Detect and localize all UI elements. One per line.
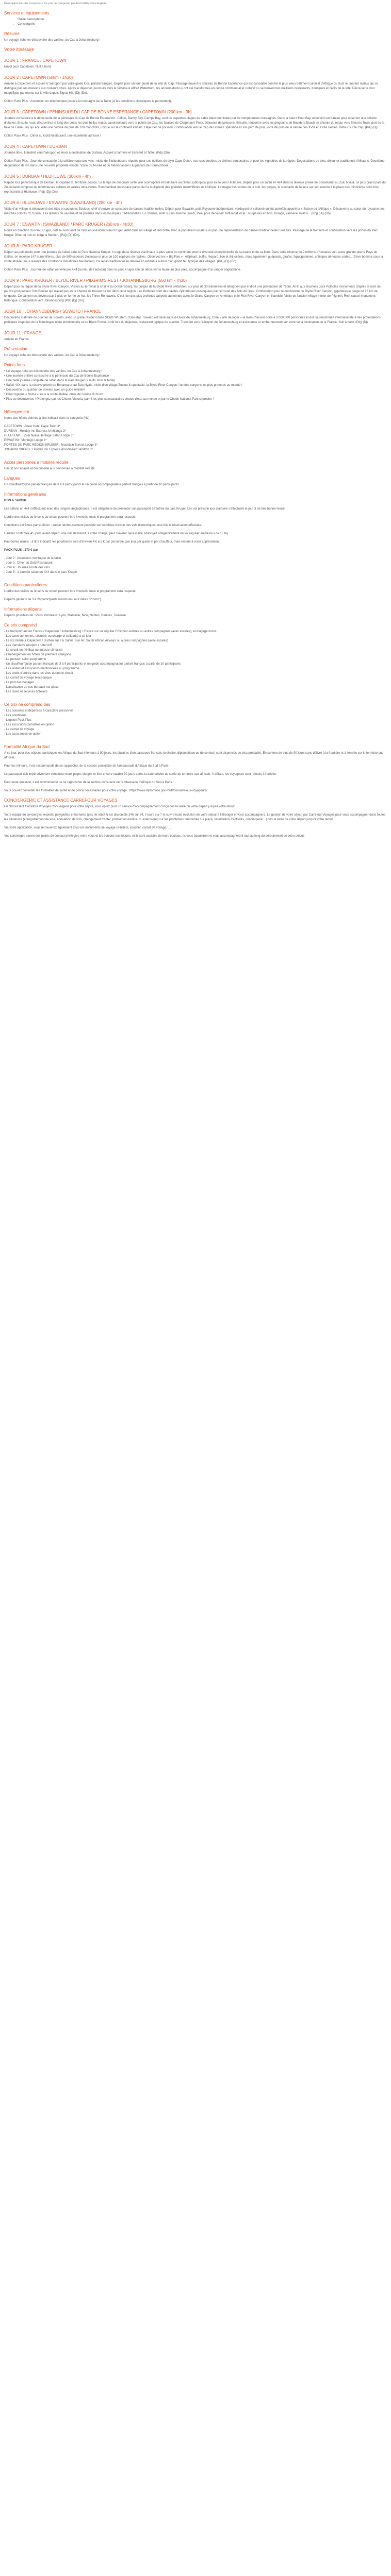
languages-text: Un chauffeur/guide parlant français de 3 à 9 participants et un guide accompagnateur parlant français à partir de 10 participants. [4,483,180,486]
day-paragraph: Option Pack Plus : Journée consacrée à la célèbre route des vins : visite de Stellenbosch, réputée pour ses édifices de style Cape Dutch, ses rues bordées de chênes centenaires et pour les vignobles de la région. Dégustations de vins, déjeuner traditionnel Afrikaans. Deuxième dégustation de vin dans une nouvelle propriété viticole. Visite du Musée et du Mémorial des Huguenots de Franschhoek. [4,160,385,167]
day-paragraph: Envol pour Capetown. Nuit à bord. [4,65,52,69]
day-paragraph: Journée consacrée à la découverte de la péninsule du Cap de Bonne Espérance : Clifton, Bantry Bay, Camps Bay, sont du superbes plages de sable blanc dominées par de somptueuses montagnes. Dans la baie d'Hout Bay, excursion en bateau pour observer une colonie d'otaries. Ensuite, vous découvrirez le long des côtes les plus belles routes panoramiques vers la pointe du Cap, les falaises de Chapman's Peak. Déjeuner de poissons. Ensuite, rencontre avec les pingouins de Boulders Beach en chemin du retour vers Simon's Town, port de la baie de False Bay qui accueille une colonie de plus de 700 manchots, unique sur le continent africain. Déjeuner de poisson. Continuation vers le Cap de Bonne Espérance et son parc de plus, vivre de près de la nature des XVIe et XVIIe siècles. Retour sur le Cap. (Pdj) (Dj). [4,117,385,129]
accommodation-intro: Noms des hôtels donnés à titre indicatif dans la catégorie (NL) [4,417,90,420]
conditions-title: Conditions particulières [4,583,47,587]
hotel-item: JOHANNESBURG : Holiday Inn Express Woodmead Sandton 3* [4,448,93,451]
day-paragraph: Visite d'un village et découverte des rites et coutumes Zoulous, chef-d'oeuvre un spectacle de danses traditionnelles. Départ pour Eswatini, petit Royaume indépendant, verdoyant et vallonné qui fut autrefois appelé la « Suisse de l'Afrique ». Découverte au cœur du royaume des marchés colorés d'Ezulwini. Les ateliers de verrerie et de poteries dans les boutiques traditionnelles. En chemin, arrêt sur un marché Swazi, idéal pour découvrir l'artisanat local : sculptures en bois, tissage, vannerie swazis... (Pdj) (Dj) (Dn). [4,208,385,215]
hotel-item: ESWATINI : Montego Lodge 3* [4,439,47,442]
highlight-item: • Une belle journée complète de safari dans le Parc Kruger (2 nuits sous la tente) [4,379,116,382]
pack-plus-title: PACK PLUS : 270 € par [4,549,38,552]
include-item: - Les droits d'entrée dans les sites durant le circuit [4,672,73,675]
condition-paragraph: Départs garantis de 3 à 28 participants maximum (sauf dates "Promo"). [4,598,102,601]
include-item: - Un chauffeur/guide parlant français de 3 à 9 participants et un guide accompagnateur parlant français à partir de 10 participants [4,663,181,666]
day-title: JOUR 3 : CAPETOWN / PÉNINSULE DU CAP DE BONNE ESPÉRANCE / CAPETOWN (200 km - 3h) [4,110,192,114]
hotel-item: CAPETOWN : Anew Hotel Cape Town 3* [4,425,60,428]
concierge-paragraph: Vos concierges seront des points de contact privilégiés entre vous et les équipes techniques, et ils sont assistés de leurs équipes. Ils vous épauleront et vous accompagneront tout au long du déroulement de votre séjour. [4,835,305,838]
section-tabs[interactable]: Description Ce prix comprend / Ce prix ne comprend pas Formalités Conciergerie [4,2,107,5]
formality-paragraph: Pour toute question, il est recommandé de se rapprocher de la section consulaire de l'ambassade d'Afrique du Sud à Paris. [4,781,173,784]
concierge-paragraph: Via votre application, vous retrouverez également tous vos documents de voyage (e-billets, voucher, carnet de voyage, ...). [4,826,173,829]
day-paragraph: Départ pour la région de la Blyde River Canyon. Visites au terminal la chaine du Drakensberg, les gorges de la Blyde River s'étendent sur plus de 30 kilomètres et atteignent par endroit une profondeur de 750m. Arrêt aux Bourke's Luck Potholes monuments d'après le nom du pauvre prospecteur Tom Bourke qui n'avait pas eu la chance de trouver de l'or dans cette région. Les Potholes sont des cavités cylindriques provoquées par l'érosion des flots de l'eau. Continuation pour la découverte du Blyde River Canyon, gigantesque gorge de 26 km de longueur. Ce canyon est devenu par 3 pics en forme de hut, les Three Rondavels. C'est l'un des plus profonds canyons au monde après le Grand Canyon en Amérique et le Fish River Canyon en Namibie. Visite de l'ancien village minier de Pilgrim's Rest classé monument historique. Continuation vers Johannesburg (Pdj) (Dj) (Dn). [4,285,381,302]
day-title: JOUR 4 : CAPETOWN / DURBAN [4,144,67,149]
info-paragraph: Les safaris en 4x4 s'effectuent avec des rangers anglophones. Il est obligatoire de présenter son passeport à l'entrée du parc Kruger. Les vol prévu le jour d'arrivée s'effectuent le jour 3 de très bonne heure. [4,507,286,511]
concierge-body [4,805,387,839]
general-info-body [4,507,387,545]
condition-paragraph: L'ordre des visites ou le sens du circuit peuvent être inversés, mais le programme sera respecté. [4,590,137,593]
day-title: JOUR 2 : CAPETOWN (50km - 1h30) [4,75,73,80]
day-title: JOUR 9 : PARC KRUGER / BLYDE RIVER / PILGRIM'S REST / JOHANNESBURG (550 km - 7h30) [4,278,187,283]
info-paragraph: Hauteur confirmée 45 jours avant départ, une nuit de transit, à votre charge, peut s'avérer nécessaire. Prévoyez obligatoirement en vol régulier au-dessus de 15 Kg. [4,532,229,535]
accommodation-title: Hébergement [4,410,29,414]
include-item: - L'assistance de nos bureaux sur place [4,686,59,689]
day-title: JOUR 11 : FRANCE [4,331,41,335]
info-paragraph: L'ordre des visites ou le sens du circuit peuvent être inversés, mais le programme sera respecté. [4,516,137,519]
excludes-list [4,709,387,737]
general-info-title: Informations générales [4,492,46,497]
highlight-item: • Un voyage riche en découverte des variées, du Cap à Johannesburg ! [4,370,102,373]
exclude-item: - L'option Pack Plus [4,719,31,722]
highlight-item: • Dîner typique « Boma » sous la voûte étoilée, dîner de cuisine du bush [4,393,103,396]
formality-paragraph: Vous pouvez consulter les formalités de santé et de police nécessaires pour votre voyage : https://www.diplomatie.gouv.fr/fr/conseils-aux-voyageurs/ [4,789,207,792]
day-paragraph: Journée libre. Transfert vers l'aéroport et envol à destination de Durban. Accueil à l'arrivée et transfert à l'hôtel. (Pdj) (Dn). [4,151,171,155]
exclude-item: - Les assurances en option [4,733,42,736]
include-item: - Le vol intérieur Capetown / Durban sur Fly Safair, Sun Air, South African Airways ou autres compagnies (avec escales) [4,639,168,642]
include-item: - Le circuit en minibus ou autocar climatisé [4,649,63,652]
accessibility-text: Circuit non adapté et déconseillé aux personnes à mobilité réduite. [4,467,96,470]
include-item: - Le carnet de voyage électronique [4,676,52,680]
resume-text: Un voyage riche en découverte des variées, du Cap à Johannesburg ! [4,39,101,42]
includes-list [4,630,387,694]
hotel-item: DURBAN : Holiday Inn Express Umhlanga 3* [4,430,67,433]
day-paragraph: Découverte matinale du quartier de Soweto, avec un guide résident dans SOuth WEstern TOwnship. Soweto est situé au Sud-Ouest de Johannesburg. Créé « afin de loger » la main-d'œuvre noire à 3 000 000 personnes et doit sa renommée internationale à des protestations politiques inspirées de la Mandingue noire émotionnelle et du Black Power. Arrêt lors du déjeuner, restaurant typique du quartier. Transfert vers l'aéroport de Johannesburg et assistance à l'embarquement sur votre vol à destination de la France. Nuit à bord. (Pdj) (Dj). [4,316,381,324]
general-info-subtitle: BON A SAVOIR [4,499,27,502]
day-paragraph: Départ au petit matin pour une journée de safari dans le Parc National Kruger. Il s'agit de la réserve d'animaux la plus vaste du continent pour la diversité exceptionnelle de sa faune et de sa flore. Dans cette réserve de 2 millions d'hectares soit, aussi grande que le Pays de Galles, on recense 147 mammifères, plus de 500 espèces d'oiseaux et plus de 100 espèces de reptiles. Observez les « Big Five » : éléphant, buffle, léopard, lion et rhinocéros, mais également guépards, girafes, hippopotames, antilopes de toutes sortes... Dîner bomma sous la voûte étoilée (sous réserve des conditions climatiques favorables). Ce repas traditionnel se déroule en extérieur autour d'un grand feu typique des villages. (Pdj) (Dj) (Dn). [4,251,383,263]
exclude-item: - Les pourboires [4,714,27,717]
formality-paragraph: Pour les mineurs, il est recommandé de se rapprocher de la section consulaire de l'ambassade d'Afrique du Sud à Paris. [4,765,170,768]
pack-item: - Jour 3 : Dîner au Gold Restaurant [4,562,53,565]
services-title: Services et équipements [4,11,50,15]
departures-title: Informations départs [4,607,42,612]
departures-text: Départs possibles de : Paris, Bordeaux, Lyon, Marseille, Nice, Nantes, Rennes, Toulouse [4,614,126,617]
page [0,0,391,853]
list-item: • Guide francophone [18,18,387,22]
formalities-title: Formalité Afrique du Sud [4,744,50,749]
day-title: JOUR 6 : HLUHLUWE / ESWATINI (SWAZILAND) (280 km - 4h) [4,200,122,205]
day-title: JOUR 8 : PARC KRUGER [4,244,53,248]
day-paragraph: Arrivée en France. [4,338,30,341]
formalities-body [4,751,387,793]
day-paragraph: Route en direction du Parc Kruger, doté le nom vient de l'ancien Président Paul Kruger. Arrêt dans un village et rencontre avec la population locale suivi par une représentation de danses traditionnelles Swazies. Passage de la frontière et continuation vers les portes du Parc Kruger. Dîner et nuit en lodge à Marloth. (Pdj) (Dj) (Dn). [4,229,378,237]
conditions-body [4,589,387,602]
include-item: - L'hébergement en hôtels de première catégorie [4,653,71,656]
day-title: JOUR 10 : JOHANNESBURG / SOWETO / FRANCE [4,309,101,314]
day-title: JOUR 1 : FRANCE / CAPETOWN [4,58,67,63]
exclude-item: - Le carnet de voyage [4,728,35,731]
include-item: - Les transferts aéroport / hôtel A/R [4,644,53,647]
resume-title: Résumé [4,31,20,36]
excludes-title: Ce prix ne comprend pas [4,702,51,707]
pack-item: - Jour 8 : 1 journée safari en 4X4 dans le parc Kruger [4,571,77,574]
itinerary-title: Votre itinéraire [4,47,35,52]
itinerary-days [4,58,387,342]
hotels-list [4,425,387,452]
concierge-paragraph: En choisissant Carrefour Voyages Conciergerie pour votre séjour, vous optez pour un service d'accompagnement conçu dès la veille du votre départ jusqu'à votre retour. [4,805,236,808]
highlight-item: • Une journée entière consacrée à la péninsule du Cap de Bonne Espérance [4,375,109,378]
highlights-title: Points forts [4,363,25,367]
exclude-item: - Les boissons et dépenses à caractère personnel [4,709,73,713]
formality-paragraph: Le passeport doit impérativement comporter deux pages vierges et être encore valable 30 jours après la date prévue de sortie du territoire sud-africain. À défaut, les voyageurs sont refusés à l'arrivée. [4,773,277,776]
pack-plus-list [4,556,387,575]
day-paragraph: Arrivée à Capetown et accueil à l'aéroport par votre guide local parlant français. Départ pour un tour guidé de la ville du Cap. Passage devant le château de Bonne Espérance qui est considéré comme le plus vieux bâtiment colonial d'Afrique du Sud, le quartier malais qui se distingue par ses maisons aux couleurs vives. Après le déjeuner, poursuite vers le Victoria & Alfred Waterfront, les anciens docks y ont été transformés en centre commercial et culturel où se trouvent les meilleurs restaurants, boutiques et cafés de la ville. Découverte d'un magnifique panorama sur la ville depuis Signal Hill. (Dj) (Dn). [4,82,378,95]
day-paragraph: Option Pack Plus : Dîner au Gold Restaurant, une excellente adresse ! [4,134,101,138]
presentation-title: Présentation [4,347,27,351]
services-list [4,18,387,27]
include-item: - Les taxes et services hôteliers [4,690,48,693]
include-item: - Le port des bagages [4,681,35,684]
highlight-item: • Découverte du quartier de Soweto avec un guide résident [4,388,85,392]
day-paragraph: Option Pack Plus : Ascension en téléphérique jusqu'à la montagne de la Table (si les conditions climatiques le permettent). [4,100,172,103]
info-paragraph: Pourboires usuels : à titre indicatif, les pourboires sont d'environ 4 € à 5 € par personne, par jour par guide et par chauffeur, mais restent à votre appréciation. [4,540,220,544]
day-title: JOUR 7 : ESWATINI (SWAZILAND) / PARC KRUGER (260 km - 4h30) [4,222,134,227]
pack-item: - Jour 4 : Journée Route des vins [4,566,50,569]
highlights-list [4,369,387,402]
list-item: • Conciergerie [18,22,387,27]
highlight-item: • Plus de découvertes ! Prolongez par les Chutes Victoria, parmi les plus spectaculaires chutes d'eau au monde et par le Chobe National Parc si proche ! [4,398,214,401]
info-paragraph: Conditions extrêmes particulières : aucun remboursement possible sur les billets d'avion des vols domestiques, une fois la réservation effectuée. [4,524,202,527]
include-item: - Le transport aérien France / Capetown / Johannesburg / France sur vol régulier Ethiopian Airlines ou autres compagnies (avec escales), en bagage inclus [4,630,217,633]
hotel-item: HLUHLUWE : Zulu Nyala Heritage Safari Lodge 3* [4,434,74,437]
accessibility-title: Accès personnes à mobilité réduite [4,460,69,465]
languages-title: Langues [4,476,20,481]
hotel-item: PORTES DU PARC RÉGION KRUGER : Mountain Sunset Lodge 3* [4,444,98,447]
day-title: JOUR 5 : DURBAN / HLUHLUWE (300km - 4h) [4,174,91,179]
concierge-title: CONCIERGERIE ET ASSISTANCE CARREFOUR VOYAGES [4,798,118,803]
highlight-item: • Safari 4X4 dans la réserve privée de Bonamanzi au Zulu Nyala, visite d'un village Zoulou & spectacle, la Blyde River Canyon, l'un des canyons les plus profonds au monde ! [4,384,242,387]
include-item: - La pension selon programme [4,658,46,661]
day-paragraph: Rapide tour panoramique de Durban, la capitale du territoire Zoulou. Le temps de découvrir cette ville cosmopolite et balnéaire au climat subtropical puis route vers Hluhluwe. Départ pour un safari en 4x4 dans la réserve privée de Bonamanzi au Zulu Nyala. Le plus grand parc du Zoulouland composé de nombreuses collines et vallées ultra-vertes. Rien habituel un espace particulier la multiplicité des grandes mammifères de l'Afrique. La magie des sorties de la nuit, les gorges, le spectacle de la lune sur son étendu à la place des rhinocéros noirs très représentés à Hluhluwe. (Pdj) (Dj) (Dn). [4,181,386,194]
concierge-paragraph: Votre équipe de concierges, experts, polyglottes et humains (pas de robot !) est disponible 24h sur 24, 7 jours sur 7 et suivra toute évolution de votre séjour à l'étranger et vous accompagnera. Le gestion de votre séjour par Carrefour Voyages pour vous accompagner dans toutes les situations (enregistrement de visa, annulation de vols, changement d'hôtel, problèmes médicaux, extensions) sur les problèmes rencontrés sur place, réservation d'activités, conciergerie....) dès la veille de votre départ jusqu'à votre retour. [4,814,386,821]
pack-item: - Jour 2 : Ascension montagne de la table [4,557,61,560]
formality-paragraph: À ce jour, pour des séjours touristiques en Afrique du Sud inférieurs à 90 jours, les titulaires d'un passeport français (ordinaire, diplomatique ou de service) sont dispensés de visa préalable. En somme de plus de 90 jours sans délivré à la frontière et à l'entrée sur le territoire sud-africain. [4,752,385,759]
exclude-item: - Les excursions possibles en option [4,723,54,726]
includes-title: Ce prix comprend [4,623,37,628]
include-item: - Les visites et excursions mentionnées au programme [4,667,79,670]
presentation-text: Un voyage riche en découverte des variées, du Cap à Johannesburg ! [4,354,101,357]
day-paragraph: Option Pack Plus : Journée de safari en véhicule 4X4 (au lieu de l'autocar) dans le parc Kruger afin de découvrir la faune au plus près, accompagné d'un ranger anglophone. [4,268,241,272]
include-item: - Les taxes aériennes, sécurité, surcharge et solidarité à ce jour [4,635,91,638]
